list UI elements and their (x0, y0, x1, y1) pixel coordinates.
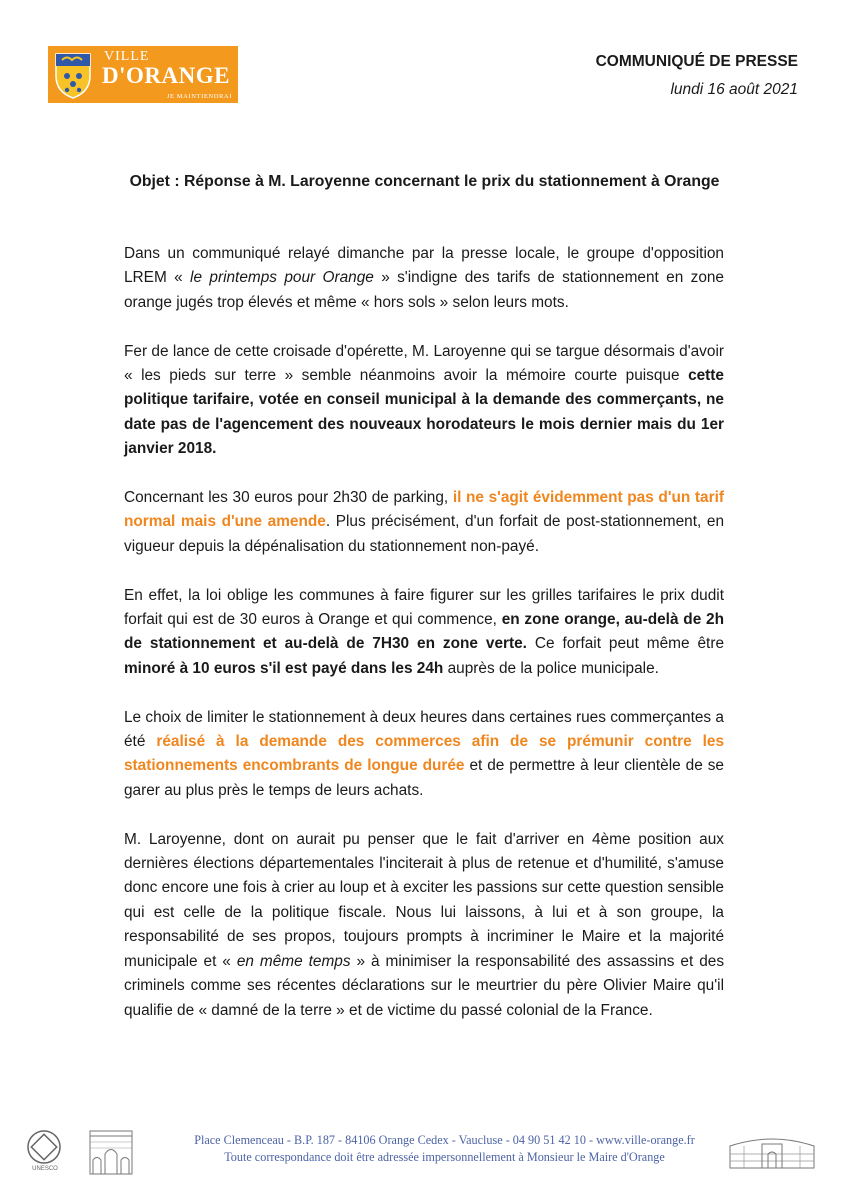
bold-text: cette politique tarifaire, votée en conseil municipal à la demande des commerçants, ne date pas de l'agencement des nouveaux horodateurs le mois dernier mais du 1er janvier 2018. (124, 367, 724, 458)
paragraph-4 (124, 584, 724, 682)
paragraph-2 (124, 340, 724, 462)
bold-text: minoré à 10 euros s'il est payé dans les 24h (124, 659, 444, 677)
subject-line: Objet : Réponse à M. Laroyenne concernant le prix du stationnement à Orange (129, 173, 720, 190)
bold-text: en zone orange, au-delà de 2h de stationnement et au-delà de 7H30 en zone verte. (124, 611, 724, 653)
press-release-date: lundi 16 août 2021 (670, 81, 798, 98)
text-run: auprès de la police municipale. (443, 659, 659, 677)
paragraph-1 (124, 242, 724, 315)
unesco-label: UNESCO (32, 1166, 58, 1172)
paragraph-5 (124, 706, 724, 804)
text-run: . Plus précisément, d'un forfait de post-stationnement, en vigueur depuis la dépénalisation du stationnement non-payé. (124, 513, 724, 555)
paragraph-6 (124, 828, 724, 1023)
footer-correspondence-note: Toute correspondance doit être adressée impersonnellement à Monsieur le Maire d'Orange (224, 1150, 665, 1164)
logo-ville-text: VILLE (104, 49, 150, 64)
city-logo (48, 46, 238, 103)
footer (0, 1132, 849, 1166)
text-run: Concernant les 30 euros pour 2h30 de parking, (124, 489, 453, 507)
text-run: Le choix de limiter le stationnement à deux heures dans certaines rues commerçantes a été (124, 708, 724, 751)
text-run: Dans un communiqué relayé dimanche par la presse locale, le groupe d'opposition LREM « (124, 245, 724, 287)
body-text (124, 242, 724, 1047)
paragraph-3 (124, 486, 724, 559)
highlighted-text: il ne s'agit évidemment pas d'un tarif normal mais d'une amende (124, 489, 725, 531)
text-run: et de permettre à leur clientèle de se garer au plus près le temps de leurs achats. (124, 757, 724, 799)
text-run: Ce forfait peut même être (526, 635, 725, 653)
italic-text: le printemps pour Orange (190, 269, 374, 287)
footer-address: Place Clemenceau - B.P. 187 - 84106 Orange Cedex - Vaucluse - 04 90 51 42 10 - www.ville-orange.fr (194, 1133, 695, 1147)
coat-of-arms-icon (48, 46, 98, 103)
text-run: M. Laroyenne, dont on aurait pu penser que le fait d'arriver en 4ème position aux dernières élections départementales l'inciterait à plus de retenue et d'humilité, s'amuse donc encore une fois à crier au loup et à exciter les passions sur cette question sensible qui est celle de la politique fiscale. Nous lui laissons, à lui et à son groupe, la responsabilité de ses propos, toujours prompts à incriminer le Maire et la majorité municipale et « (124, 830, 724, 970)
text-run: » s'indigne des tarifs de stationnement en zone orange jugés trop élevés et même « hors sols » selon leurs mots. (124, 269, 724, 311)
text-run: En effet, la loi oblige les communes à faire figurer sur les grilles tarifaires le prix dudit forfait qui est de 30 euros à Orange et qui commence, (124, 586, 724, 629)
highlighted-text: réalisé à la demande des commerces afin de se prémunir contre les stationnements encombrants de longue durée (124, 733, 725, 775)
italic-text: en même temps (236, 952, 351, 970)
logo-motto-text: JE MAINTIENDRAI (166, 93, 232, 100)
text-run: Fer de lance de cette croisade d'opérette, M. Laroyenne qui se targue désormais d'avoir « les pieds sur terre » semble néanmoins avoir la mémoire courte puisque (124, 342, 724, 385)
logo-dorange-text: D'ORANGE (102, 63, 230, 88)
text-run: » à minimiser la responsabilité des assassins et des criminels comme ses récentes déclarations sur le meurtrier du père Olivier Maire qu'il qualifie de « damné de la terre » et de victime du passé colonial de la France. (124, 952, 725, 1019)
press-release-title: COMMUNIQUÉ DE PRESSE (595, 53, 798, 70)
